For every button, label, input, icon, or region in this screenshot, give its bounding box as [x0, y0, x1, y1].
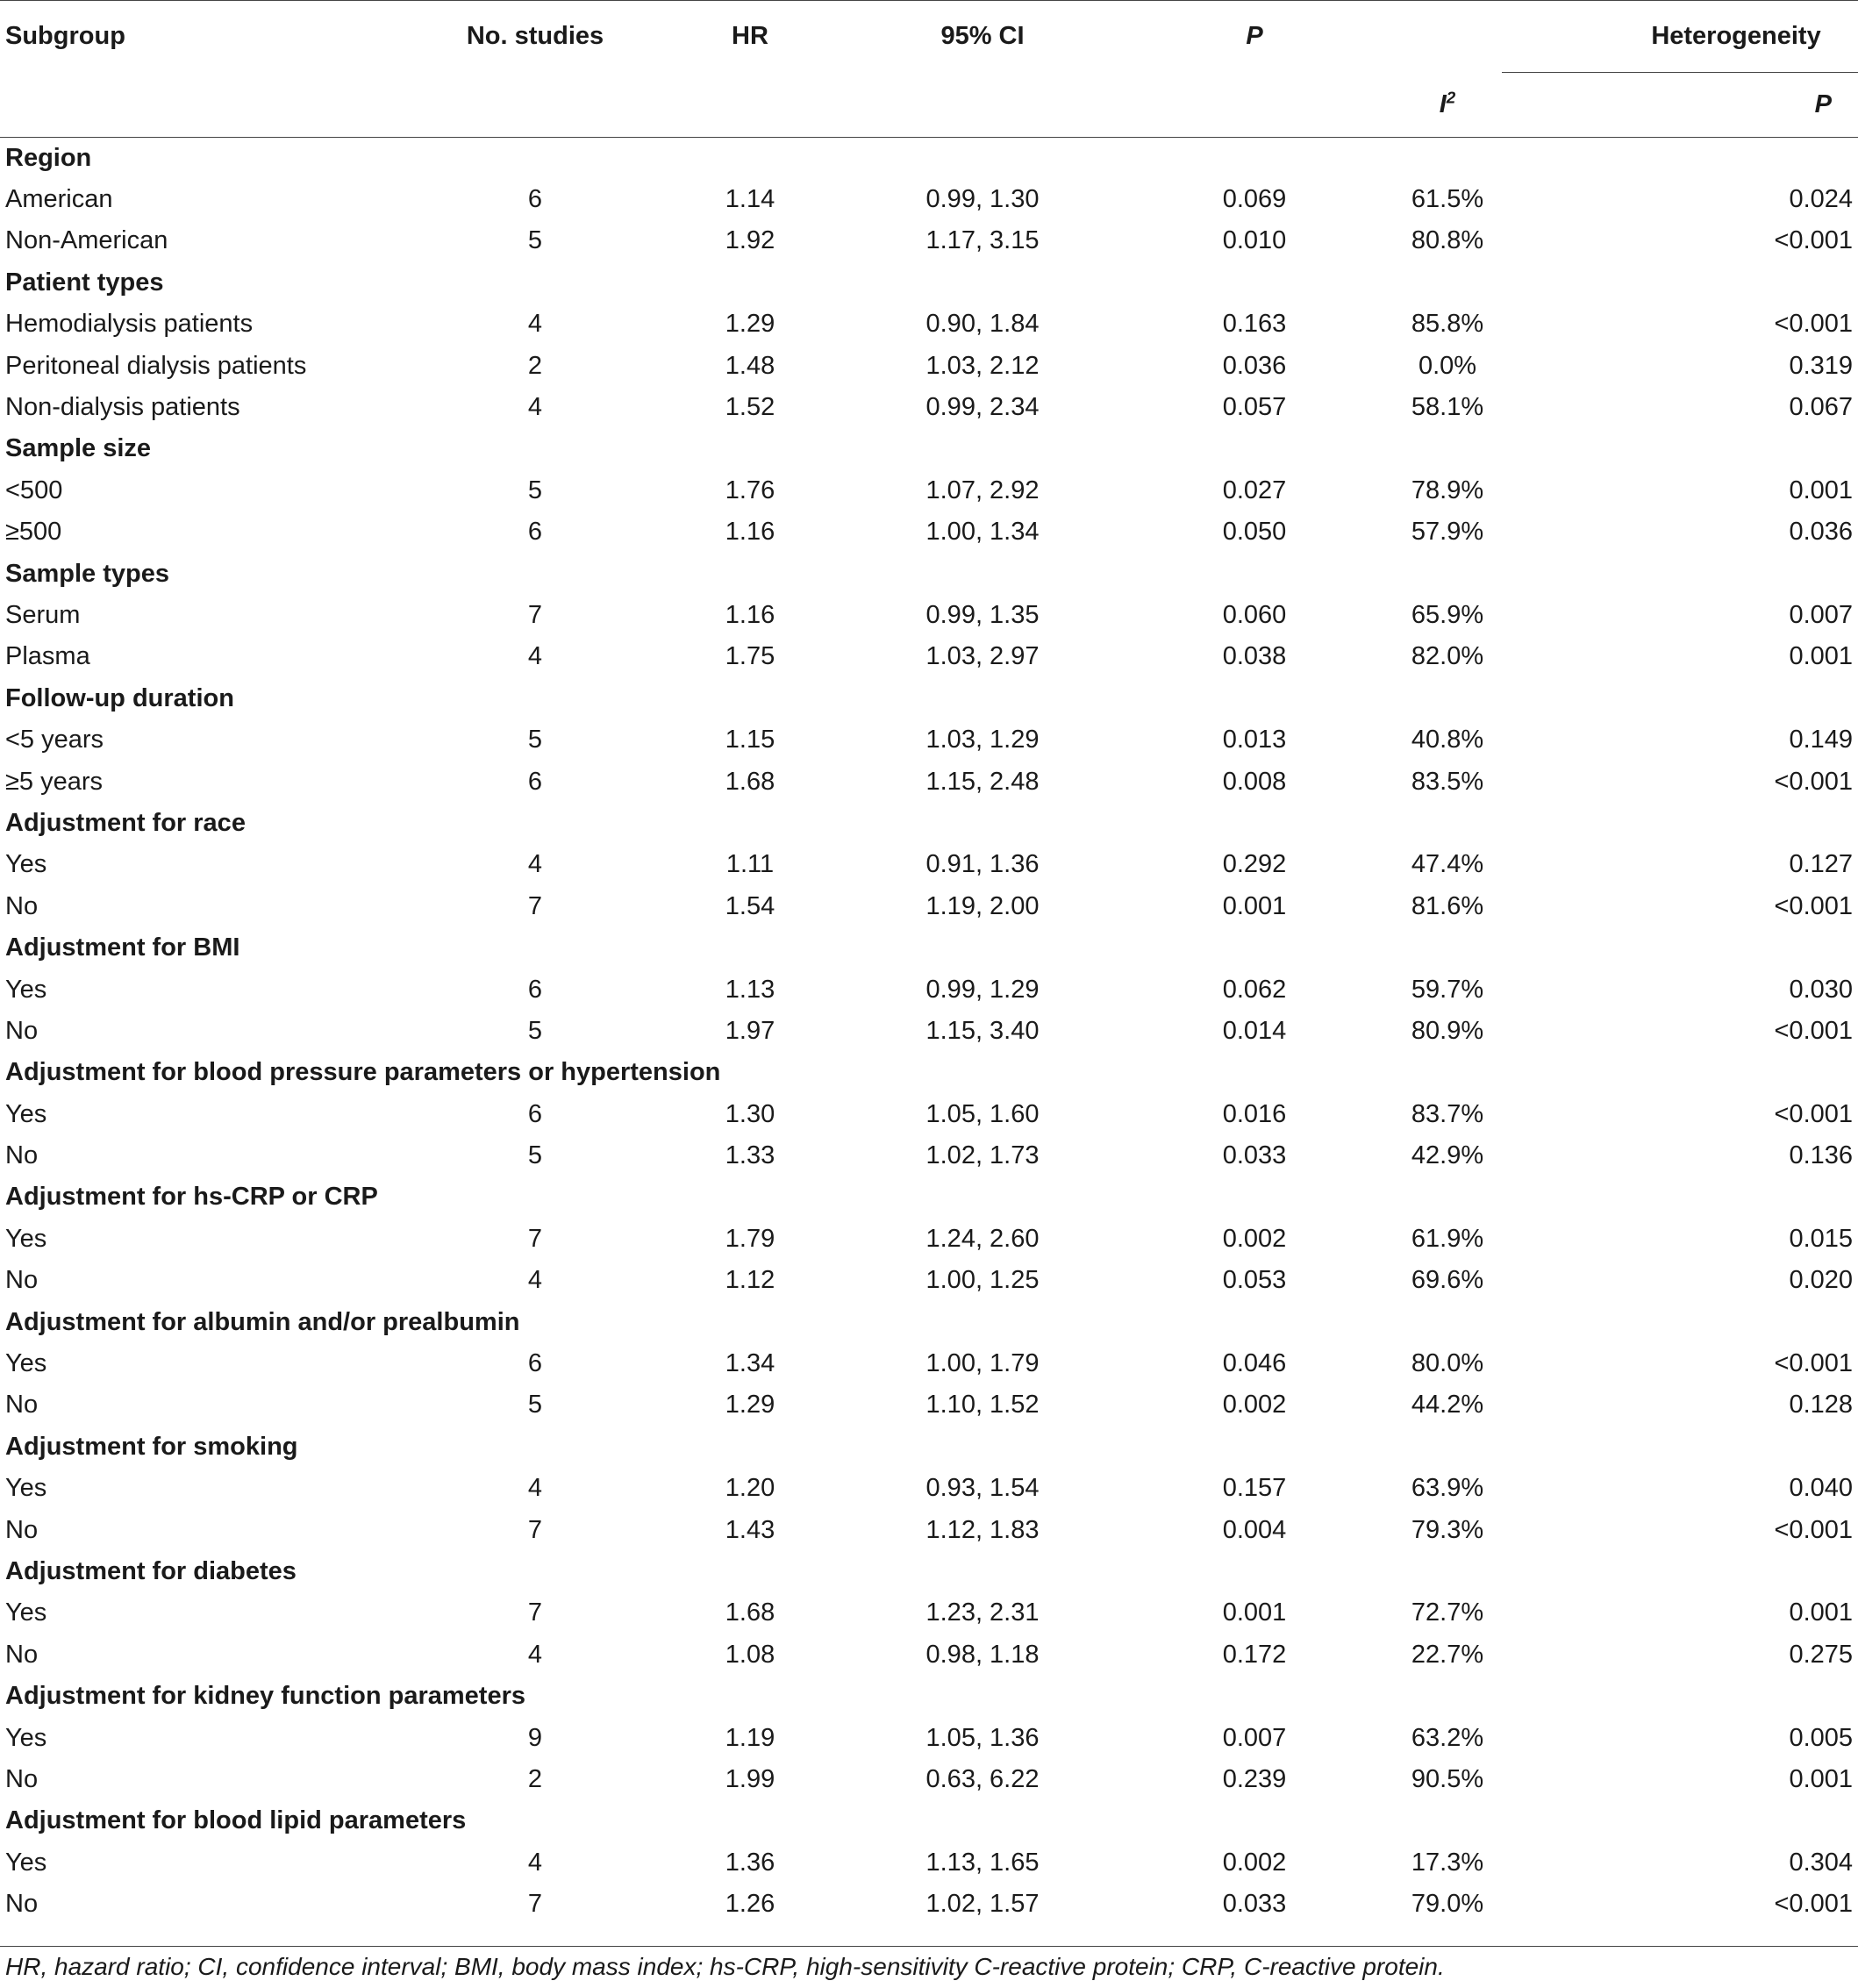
cell-p: 0.069 — [1222, 185, 1287, 214]
cell-ci: 1.17, 3.15 — [925, 226, 1040, 255]
cell-ci: 1.00, 1.25 — [925, 1266, 1040, 1295]
cell-p: 0.010 — [1222, 226, 1287, 255]
table-row — [0, 886, 1858, 927]
cell-hr: 1.14 — [725, 185, 775, 214]
cell-hr: 1.99 — [725, 1764, 775, 1793]
cell-ci: 0.93, 1.54 — [925, 1474, 1040, 1503]
cell-p: 0.053 — [1222, 1266, 1287, 1295]
cell-hr: 1.13 — [725, 975, 775, 1004]
group-label: Patient types — [5, 268, 164, 297]
cell-p: 0.036 — [1222, 351, 1287, 380]
cell-subgroup: Serum — [5, 600, 81, 629]
cell-ci: 1.03, 2.97 — [925, 642, 1040, 671]
cell-hr: 1.75 — [725, 642, 775, 671]
cell-p: 0.038 — [1222, 642, 1287, 671]
cell-hr: 1.15 — [725, 726, 775, 754]
cell-i2: 72.7% — [1411, 1598, 1484, 1627]
cell-hr: 1.68 — [725, 1598, 775, 1627]
group-row — [0, 678, 1858, 719]
cell-p: 0.046 — [1222, 1349, 1287, 1378]
cell-hr: 1.34 — [725, 1349, 775, 1378]
cell-ci: 1.00, 1.79 — [925, 1349, 1040, 1378]
cell-i2: 17.3% — [1411, 1848, 1484, 1877]
cell-ci: 1.00, 1.34 — [925, 518, 1040, 547]
cell-subgroup: Peritoneal dialysis patients — [5, 351, 307, 380]
cell-hr: 1.68 — [725, 767, 775, 796]
table-body — [0, 138, 1858, 1926]
cell-i2: 57.9% — [1411, 518, 1484, 547]
cell-i2: 58.1% — [1411, 393, 1484, 422]
cell-i2: 85.8% — [1411, 310, 1484, 339]
table-row — [0, 1011, 1858, 1052]
group-label: Adjustment for race — [5, 808, 246, 837]
cell-ci: 1.07, 2.92 — [925, 476, 1040, 504]
cell-studies: 5 — [527, 1141, 543, 1170]
cell-i2: 44.2% — [1411, 1391, 1484, 1419]
cell-het-p: <0.001 — [1774, 1349, 1854, 1378]
cell-het-p: 0.001 — [1789, 642, 1854, 671]
cell-ci: 1.02, 1.57 — [925, 1890, 1040, 1919]
cell-het-p: 0.304 — [1789, 1848, 1854, 1877]
cell-studies: 7 — [527, 891, 543, 920]
cell-ci: 1.05, 1.60 — [925, 1099, 1040, 1128]
cell-studies: 5 — [527, 1391, 543, 1419]
cell-hr: 1.52 — [725, 393, 775, 422]
table-row — [0, 1135, 1858, 1176]
cell-hr: 1.43 — [725, 1515, 775, 1544]
cell-studies: 5 — [527, 1016, 543, 1045]
table-row — [0, 1468, 1858, 1509]
table-row — [0, 1260, 1858, 1301]
table-row — [0, 387, 1858, 428]
cell-het-p: 0.020 — [1789, 1266, 1854, 1295]
cell-i2: 80.8% — [1411, 226, 1484, 255]
table-row — [0, 1384, 1858, 1426]
group-label: Adjustment for blood pressure parameters or hypertension — [5, 1058, 721, 1087]
cell-p: 0.013 — [1222, 726, 1287, 754]
cell-subgroup: Yes — [5, 1349, 47, 1378]
cell-p: 0.033 — [1222, 1141, 1287, 1170]
table-row — [0, 220, 1858, 261]
cell-p: 0.057 — [1222, 393, 1287, 422]
cell-i2: 78.9% — [1411, 476, 1484, 504]
cell-hr: 1.48 — [725, 351, 775, 380]
cell-p: 0.163 — [1222, 310, 1287, 339]
cell-subgroup: No — [5, 891, 39, 920]
cell-hr: 1.54 — [725, 891, 775, 920]
cell-p: 0.292 — [1222, 850, 1287, 879]
cell-i2: 83.5% — [1411, 767, 1484, 796]
cell-subgroup: Yes — [5, 1474, 47, 1503]
group-row — [0, 1800, 1858, 1841]
table-row — [0, 1093, 1858, 1134]
group-label: Sample types — [5, 559, 169, 588]
cell-subgroup: Yes — [5, 1099, 47, 1128]
cell-ci: 0.99, 2.34 — [925, 393, 1040, 422]
group-label: Adjustment for kidney function parameters — [5, 1682, 525, 1711]
cell-subgroup: No — [5, 1141, 39, 1170]
cell-i2: 79.3% — [1411, 1515, 1484, 1544]
cell-ci: 1.03, 2.12 — [925, 351, 1040, 380]
table-row — [0, 511, 1858, 553]
table-row — [0, 636, 1858, 677]
cell-i2: 81.6% — [1411, 891, 1484, 920]
group-row — [0, 428, 1858, 469]
cell-het-p: 0.275 — [1789, 1640, 1854, 1669]
cell-ci: 0.63, 6.22 — [925, 1764, 1040, 1793]
cell-subgroup: <5 years — [5, 726, 104, 754]
cell-hr: 1.26 — [725, 1890, 775, 1919]
cell-het-p: <0.001 — [1774, 891, 1854, 920]
cell-ci: 1.19, 2.00 — [925, 891, 1040, 920]
col-header-het-p: P — [1814, 89, 1833, 118]
group-row — [0, 927, 1858, 969]
table-row — [0, 595, 1858, 636]
cell-hr: 1.11 — [725, 850, 775, 879]
cell-het-p: 0.024 — [1789, 185, 1854, 214]
cell-p: 0.062 — [1222, 975, 1287, 1004]
cell-studies: 2 — [527, 1764, 543, 1793]
table-row — [0, 844, 1858, 885]
group-row — [0, 138, 1858, 179]
cell-studies: 4 — [527, 850, 543, 879]
cell-subgroup: No — [5, 1890, 39, 1919]
cell-subgroup: No — [5, 1640, 39, 1669]
cell-subgroup: <500 — [5, 476, 63, 504]
cell-het-p: <0.001 — [1774, 1016, 1854, 1045]
cell-studies: 4 — [527, 642, 543, 671]
cell-studies: 6 — [527, 185, 543, 214]
cell-studies: 5 — [527, 726, 543, 754]
cell-studies: 4 — [527, 393, 543, 422]
cell-hr: 1.16 — [725, 518, 775, 547]
cell-i2: 79.0% — [1411, 1890, 1484, 1919]
cell-het-p: <0.001 — [1774, 767, 1854, 796]
cell-het-p: 0.015 — [1789, 1224, 1854, 1253]
cell-subgroup: ≥500 — [5, 518, 62, 547]
cell-p: 0.002 — [1222, 1848, 1287, 1877]
cell-het-p: <0.001 — [1774, 1515, 1854, 1544]
cell-subgroup: Yes — [5, 1848, 47, 1877]
cell-ci: 1.05, 1.36 — [925, 1723, 1040, 1752]
cell-het-p: 0.128 — [1789, 1391, 1854, 1419]
cell-het-p: 0.007 — [1789, 600, 1854, 629]
cell-p: 0.002 — [1222, 1224, 1287, 1253]
cell-p: 0.001 — [1222, 1598, 1287, 1627]
cell-hr: 1.19 — [725, 1723, 775, 1752]
cell-studies: 4 — [527, 1848, 543, 1877]
cell-studies: 6 — [527, 767, 543, 796]
group-row — [0, 803, 1858, 844]
cell-subgroup: Plasma — [5, 642, 90, 671]
cell-i2: 63.9% — [1411, 1474, 1484, 1503]
cell-ci: 1.10, 1.52 — [925, 1391, 1040, 1419]
cell-p: 0.007 — [1222, 1723, 1287, 1752]
cell-p: 0.060 — [1222, 600, 1287, 629]
cell-studies: 7 — [527, 1515, 543, 1544]
cell-ci: 1.02, 1.73 — [925, 1141, 1040, 1170]
table-row — [0, 719, 1858, 761]
cell-ci: 0.99, 1.30 — [925, 185, 1040, 214]
col-header-hr: HR — [732, 21, 768, 50]
group-row — [0, 553, 1858, 594]
cell-p: 0.172 — [1222, 1640, 1287, 1669]
table-row — [0, 969, 1858, 1010]
col-header-heterogeneity: Heterogeneity — [1651, 21, 1821, 50]
group-row — [0, 1427, 1858, 1468]
cell-ci: 1.15, 3.40 — [925, 1016, 1040, 1045]
cell-het-p: 0.319 — [1789, 351, 1854, 380]
cell-ci: 1.03, 1.29 — [925, 726, 1040, 754]
cell-hr: 1.29 — [725, 1391, 775, 1419]
cell-p: 0.008 — [1222, 767, 1287, 796]
cell-subgroup: No — [5, 1764, 39, 1793]
cell-hr: 1.97 — [725, 1016, 775, 1045]
cell-ci: 1.12, 1.83 — [925, 1515, 1040, 1544]
cell-i2: 65.9% — [1411, 600, 1484, 629]
cell-i2: 42.9% — [1411, 1141, 1484, 1170]
group-label: Adjustment for hs-CRP or CRP — [5, 1183, 378, 1212]
cell-i2: 22.7% — [1411, 1640, 1484, 1669]
cell-hr: 1.20 — [725, 1474, 775, 1503]
cell-studies: 6 — [527, 1349, 543, 1378]
cell-hr: 1.36 — [725, 1848, 775, 1877]
group-label: Adjustment for smoking — [5, 1432, 298, 1461]
cell-subgroup: Yes — [5, 850, 47, 879]
cell-i2: 61.5% — [1411, 185, 1484, 214]
cell-ci: 0.98, 1.18 — [925, 1640, 1040, 1669]
cell-p: 0.001 — [1222, 891, 1287, 920]
cell-het-p: 0.030 — [1789, 975, 1854, 1004]
cell-hr: 1.30 — [725, 1099, 775, 1128]
cell-studies: 6 — [527, 1099, 543, 1128]
cell-p: 0.050 — [1222, 518, 1287, 547]
cell-i2: 0.0% — [1418, 351, 1477, 380]
cell-subgroup: Non-American — [5, 226, 168, 255]
cell-hr: 1.76 — [725, 476, 775, 504]
cell-studies: 4 — [527, 1640, 543, 1669]
group-row — [0, 1176, 1858, 1218]
group-row — [0, 1676, 1858, 1717]
cell-subgroup: American — [5, 185, 113, 214]
cell-het-p: 0.036 — [1789, 518, 1854, 547]
col-header-studies: No. studies — [466, 21, 604, 50]
cell-subgroup: Yes — [5, 1723, 47, 1752]
heterogeneity-rule — [1502, 72, 1858, 73]
cell-subgroup: No — [5, 1515, 39, 1544]
cell-studies: 4 — [527, 1266, 543, 1295]
cell-subgroup: No — [5, 1016, 39, 1045]
table-row — [0, 1219, 1858, 1260]
cell-het-p: <0.001 — [1774, 1890, 1854, 1919]
cell-ci: 1.24, 2.60 — [925, 1224, 1040, 1253]
cell-subgroup: No — [5, 1266, 39, 1295]
cell-het-p: 0.001 — [1789, 1764, 1854, 1793]
group-label: Adjustment for blood lipid parameters — [5, 1806, 467, 1835]
cell-i2: 47.4% — [1411, 850, 1484, 879]
cell-p: 0.157 — [1222, 1474, 1287, 1503]
cell-p: 0.239 — [1222, 1764, 1287, 1793]
group-label: Adjustment for diabetes — [5, 1556, 297, 1585]
group-row — [0, 1052, 1858, 1093]
group-label: Sample size — [5, 434, 152, 463]
col-header-i2: $I^2$ — [1439, 88, 1456, 118]
cell-studies: 7 — [527, 1890, 543, 1919]
cell-p: 0.027 — [1222, 476, 1287, 504]
group-row — [0, 1301, 1858, 1342]
cell-het-p: <0.001 — [1774, 1099, 1854, 1128]
header-row-2 — [0, 72, 1858, 138]
cell-studies: 7 — [527, 1224, 543, 1253]
table-row — [0, 179, 1858, 220]
table-row — [0, 1343, 1858, 1384]
table-row — [0, 1509, 1858, 1550]
cell-p: 0.004 — [1222, 1515, 1287, 1544]
cell-het-p: <0.001 — [1774, 226, 1854, 255]
cell-hr: 1.16 — [725, 600, 775, 629]
col-header-p: P — [1246, 21, 1263, 50]
table-row — [0, 470, 1858, 511]
table-row — [0, 304, 1858, 345]
group-row — [0, 1551, 1858, 1592]
cell-hr: 1.12 — [725, 1266, 775, 1295]
group-label: Adjustment for BMI — [5, 933, 240, 962]
cell-ci: 1.13, 1.65 — [925, 1848, 1040, 1877]
cell-studies: 2 — [527, 351, 543, 380]
cell-hr: 1.92 — [725, 226, 775, 255]
cell-het-p: 0.149 — [1789, 726, 1854, 754]
cell-i2: 69.6% — [1411, 1266, 1484, 1295]
table-row — [0, 345, 1858, 386]
cell-studies: 6 — [527, 975, 543, 1004]
footnote: HR, hazard ratio; CI, confidence interval; BMI, body mass index; hs-CRP, high-sensitivity C-reactive protein; CRP, C-reactive protein. — [5, 1953, 1445, 1980]
cell-subgroup: Yes — [5, 975, 47, 1004]
cell-studies: 7 — [527, 600, 543, 629]
cell-subgroup: Non-dialysis patients — [5, 393, 240, 422]
cell-hr: 1.79 — [725, 1224, 775, 1253]
cell-ci: 1.23, 2.31 — [925, 1598, 1040, 1627]
cell-ci: 0.90, 1.84 — [925, 310, 1040, 339]
cell-het-p: 0.040 — [1789, 1474, 1854, 1503]
cell-subgroup: Yes — [5, 1224, 47, 1253]
table-row — [0, 1842, 1858, 1884]
cell-het-p: 0.005 — [1789, 1723, 1854, 1752]
cell-p: 0.014 — [1222, 1016, 1287, 1045]
col-header-subgroup: Subgroup — [5, 21, 125, 50]
cell-subgroup: No — [5, 1391, 39, 1419]
cell-het-p: <0.001 — [1774, 310, 1854, 339]
cell-het-p: 0.136 — [1789, 1141, 1854, 1170]
cell-ci: 0.99, 1.35 — [925, 600, 1040, 629]
cell-studies: 4 — [527, 310, 543, 339]
cell-ci: 0.91, 1.36 — [925, 850, 1040, 879]
cell-ci: 1.15, 2.48 — [925, 767, 1040, 796]
table-row — [0, 761, 1858, 802]
cell-subgroup: Hemodialysis patients — [5, 310, 254, 339]
cell-i2: 90.5% — [1411, 1764, 1484, 1793]
cell-hr: 1.08 — [725, 1640, 775, 1669]
cell-i2: 40.8% — [1411, 726, 1484, 754]
cell-subgroup: Yes — [5, 1598, 47, 1627]
cell-het-p: 0.127 — [1789, 850, 1854, 879]
table-row — [0, 1634, 1858, 1676]
cell-studies: 9 — [527, 1723, 543, 1752]
cell-het-p: 0.067 — [1789, 393, 1854, 422]
cell-hr: 1.29 — [725, 310, 775, 339]
cell-studies: 6 — [527, 518, 543, 547]
cell-subgroup: ≥5 years — [5, 767, 104, 796]
cell-het-p: 0.001 — [1789, 1598, 1854, 1627]
cell-i2: 83.7% — [1411, 1099, 1484, 1128]
cell-p: 0.016 — [1222, 1099, 1287, 1128]
cell-hr: 1.33 — [725, 1141, 775, 1170]
cell-i2: 59.7% — [1411, 975, 1484, 1004]
col-header-ci: 95% CI — [940, 21, 1025, 50]
group-label: Adjustment for albumin and/or prealbumin — [5, 1307, 520, 1336]
group-row — [0, 262, 1858, 304]
cell-studies: 4 — [527, 1474, 543, 1503]
cell-studies: 7 — [527, 1598, 543, 1627]
cell-p: 0.033 — [1222, 1890, 1287, 1919]
cell-i2: 63.2% — [1411, 1723, 1484, 1752]
cell-het-p: 0.001 — [1789, 476, 1854, 504]
cell-studies: 5 — [527, 476, 543, 504]
cell-studies: 5 — [527, 226, 543, 255]
bottom-rule — [0, 1946, 1858, 1947]
table-row — [0, 1884, 1858, 1925]
table-row — [0, 1592, 1858, 1634]
cell-i2: 61.9% — [1411, 1224, 1484, 1253]
cell-i2: 80.0% — [1411, 1349, 1484, 1378]
cell-p: 0.002 — [1222, 1391, 1287, 1419]
table-row — [0, 1759, 1858, 1800]
cell-ci: 0.99, 1.29 — [925, 975, 1040, 1004]
table-row — [0, 1717, 1858, 1758]
group-label: Region — [5, 143, 92, 172]
cell-i2: 82.0% — [1411, 642, 1484, 671]
group-label: Follow-up duration — [5, 683, 234, 712]
header-row-1 — [0, 0, 1858, 72]
cell-i2: 80.9% — [1411, 1016, 1484, 1045]
